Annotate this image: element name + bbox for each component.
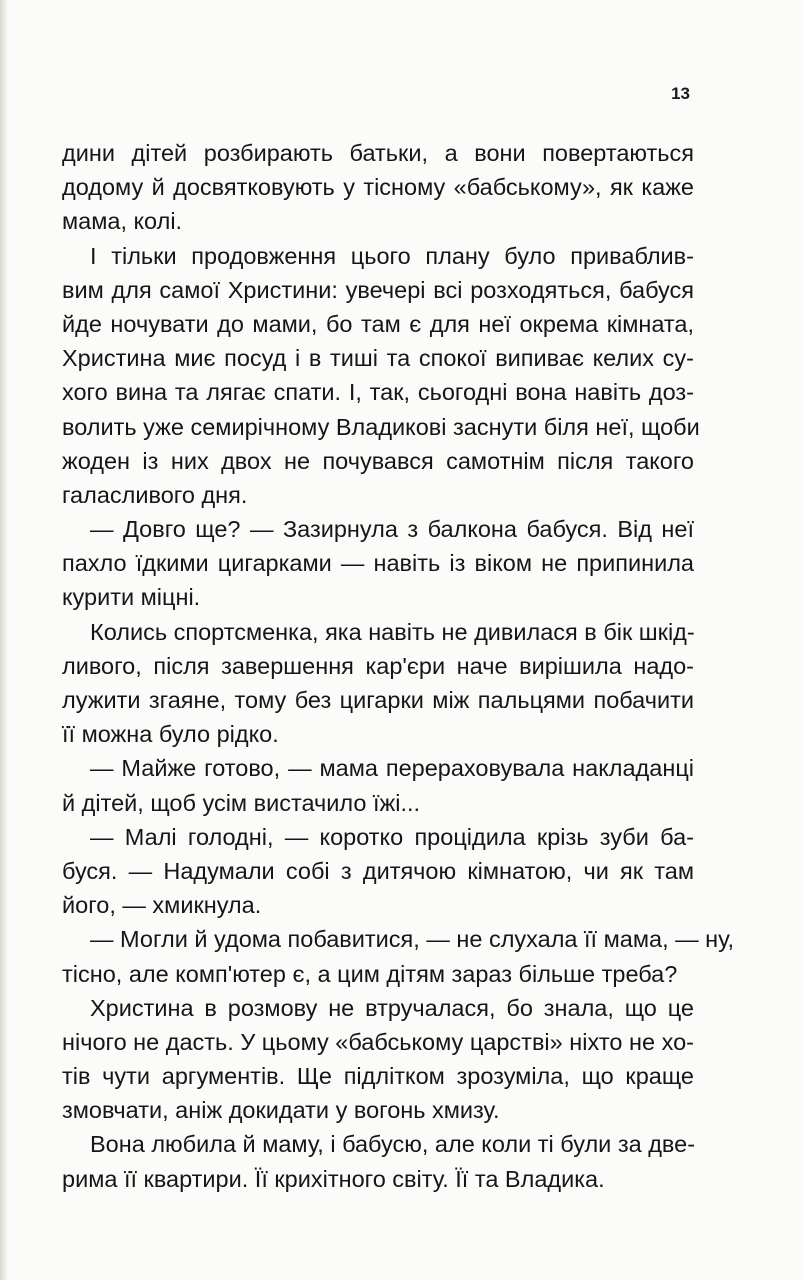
- text-line: Христина в розмову не втручалася, бо знала, що це: [90, 994, 694, 1021]
- text-line: дини дітей розбирають батьки, а вони повертаються: [62, 140, 694, 166]
- text-line: мама, колі.: [62, 208, 183, 235]
- text-line: рима її квартири. Її крихітного світу. Її та Владика.: [62, 1165, 605, 1192]
- text-line: волить уже семирічному Владикові заснути біля неї, щоби: [62, 413, 700, 440]
- text-line: буся. — Надумали собі з дитячою кімнатою, чи як там: [62, 857, 694, 884]
- text-line: — Довго ще? — Зазирнула з балкона бабуся. Від неї: [90, 516, 694, 543]
- page-edge-shadow: [0, 0, 8, 1280]
- text-line: додому й досвятковують у тісному «бабському», як каже: [62, 174, 694, 201]
- text-line: тісно, але комп'ютер є, а цим дітям зараз більше треба?: [62, 960, 678, 987]
- text-line: галасливого дня.: [62, 481, 248, 508]
- page-number: 13: [671, 84, 690, 103]
- text-line: його, — хмикнула.: [62, 892, 262, 919]
- text-line: її можна було рідко.: [62, 721, 279, 748]
- text-line: І тільки продовження цього плану було приваблив-: [90, 242, 694, 269]
- text-line: — Могли й удома побавитися, — не слухала її мама, — ну,: [90, 926, 735, 953]
- body-text: [62, 136, 735, 1196]
- text-line: жоден із них двох не почувався самотнім після такого: [62, 447, 694, 474]
- text-line: лужити згаяне, тому без цигарки між пальцями побачити: [62, 687, 694, 713]
- text-line: тів чути аргументів. Ще підлітком зрозуміла, що краще: [62, 1063, 694, 1090]
- text-line: Вона любила й маму, і бабусю, але коли ті були за две-: [90, 1131, 696, 1158]
- text-line: курити міцні.: [62, 584, 201, 611]
- text-line: пахло їдкими цигарками — навіть із віком не припинила: [62, 550, 694, 577]
- text-line: хого вина та лягає спати. І, так, сьогодні вона навіть доз-: [62, 379, 694, 406]
- text-line: ливого, після завершення кар'єри наче вирішила надо-: [62, 652, 694, 679]
- text-line: — Малі голодні, — коротко процідила крізь зуби ба-: [90, 823, 694, 850]
- text-line: й дітей, щоб усім вистачило їжі...: [62, 789, 421, 816]
- text-line: нічого не дасть. У цьому «бабському царстві» ніхто не хо-: [62, 1028, 694, 1055]
- text-line: — Майже готово, — мама перераховувала накладанці: [90, 755, 694, 782]
- text-line: Колись спортсменка, яка навіть не дивилася в бік шкід-: [90, 618, 695, 645]
- text-line: Христина миє посуд і в тиші та спокої випиває келих су-: [62, 345, 694, 372]
- text-line: змовчати, аніж докидати у вогонь хмизу.: [62, 1097, 500, 1124]
- text-line: йде ночувати до мами, бо там є для неї окрема кімната,: [62, 310, 694, 337]
- text-line: вим для самої Христини: увечері всі розходяться, бабуся: [62, 276, 694, 303]
